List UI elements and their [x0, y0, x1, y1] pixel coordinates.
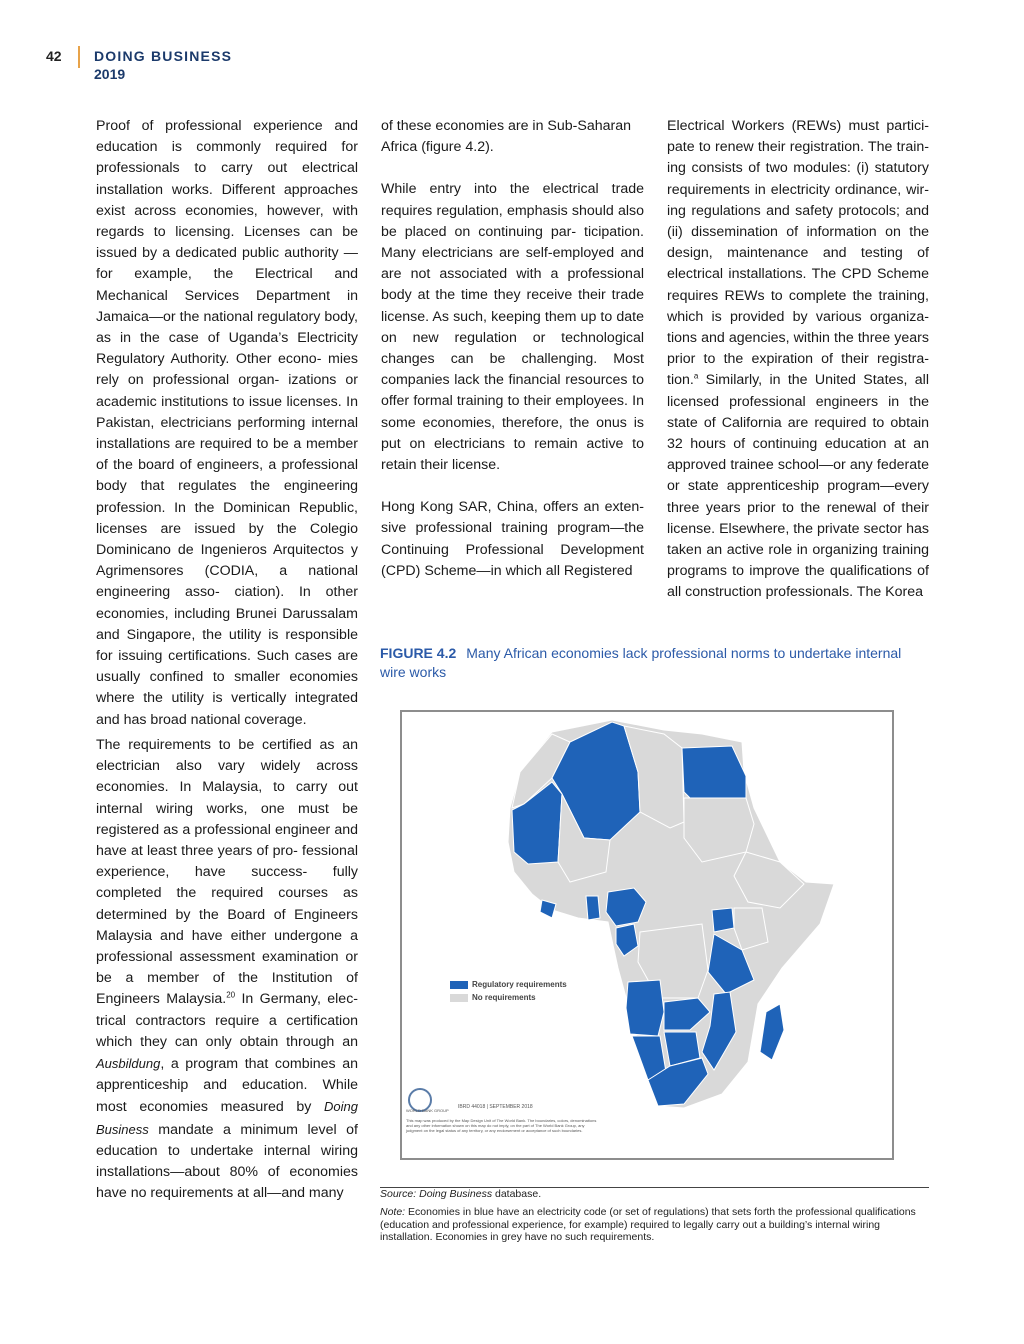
legend-label: No requirements [472, 993, 536, 1002]
paragraph-text: The requirements to be certified as an electrician also vary widely across economies. In Malaysia, to carry out internal wiring works, one must be registered as a professional engineer and have at least three years of pro- fessional experience, have success- fully completed the required courses as determined by the Board of Engineers Malaysia and have either undergone a professional assessment examination or be a member of the Institution of Engineers Malaysia. [96, 736, 358, 1008]
map-org: WORLD BANK GROUP [406, 1108, 449, 1113]
map-legend [450, 978, 567, 1004]
figure-caption [380, 644, 925, 682]
legend-item [450, 991, 567, 1004]
italic-term: Doing Business [96, 1099, 358, 1137]
africa-map [400, 710, 894, 1160]
note-label: Note: [380, 1206, 406, 1218]
paragraph: Proof of professional experience and education is commonly required for professionals to carry out electrical installation works. Different approaches exist across economies, however, with regards to licensing. Licenses can be issued by a dedicated public authority —for example, the Electrical and Mechanical Services Department in Jamaica—or the national regulatory body, as in the case of Uganda’s Electricity Regulatory Authority. Other econo- mies rely on professional organ- izations or academic institutions to issue licenses. In Pakistan, electricians performing internal installations are required to be a member of the board of engineers, a professional body that regulates the engineering profession. In the Dominican Republic, licenses are issued by the Colegio Dominicano de Ingenieros Arquitectos y Agrimensores (CODIA, a national engineering asso- ciation). In other economies, including Brunei Darussalam and Singapore, the utility is responsible for issuing certifications. Such cases are usually confined to smaller economies where the utility is vertically integrated and has broad national coverage. [96, 118, 358, 728]
legend-swatch-blue [450, 981, 468, 989]
paragraph-text: In Germany, elec- trical contractors require a certification which they can only obtain through an [96, 991, 359, 1050]
source-text: database. [492, 1188, 542, 1200]
paragraph-text: mandate a minimum level of education to undertake internal wiring installations—about 80% of economies have no requirements at all—and many [96, 1121, 358, 1202]
paragraph: While entry into the electrical trade requires regulation, emphasis should also be placed on continuing par- ticipation. Many electricians are self-employed and are not associated with a professional body at the time they receive their trade license. As such, keeping them up to date on new regulation or technological changes can be challenging. Most companies lack the financial resources to offer formal training to their employees. In some economies, therefore, the onus is put on electricians to remain active to retain their license. [381, 181, 644, 474]
figure-label: FIGURE 4.2 [380, 645, 457, 661]
figure-title: Many African economies lack professional norms to undertake internal wire works [380, 645, 902, 680]
paragraph-text: , a program that combines an apprenticeship and education. While most economies measured by [96, 1055, 358, 1116]
legend-item [450, 978, 567, 991]
legend-label: Regulatory requirements [472, 980, 567, 989]
figure-source [380, 1188, 541, 1200]
publication-title: DOING BUSINESS [94, 48, 233, 64]
paragraph-text: Similarly, in the United States, all licensed professional engineers in the state of California are required to obtain 32 hours of continuing education at an approved trainee school—or any federate or state apprenticeship program—every three years prior to the renewal of their license. Elsewhere, the private sector has taken an active role in organizing training programs to improve the qualifications of all construction professionals. The Korea [667, 372, 929, 601]
map-disclaimer: This map was produced by the Map Design Unit of The World Bank. The boundaries, colors, denominations and any other information shown on this map do not imply, on the part of The World Bank Group, any judgment on the legal status of any territory, or any endorsement or acceptance of such boundaries. [406, 1118, 597, 1133]
map-footer [404, 1082, 604, 1154]
italic-term: Ausbildung [96, 1055, 161, 1071]
note-text: Economies in blue have an electricity code (or set of regulations) that sets forth the professional qualifications (education and professional experience, for example) required to legally carry out a building’s internal wiring installation. Economies in grey have no such requirements. [380, 1206, 916, 1243]
paragraph [667, 116, 929, 604]
paragraph: Hong Kong SAR, China, offers an exten- sive professional training program—the Continuing Professional Development (CPD) Scheme—in which all Registered [381, 499, 644, 579]
legend-swatch-grey [450, 994, 468, 1002]
paragraph-text: Electrical Workers (REWs) must partici- pate to renew their registration. The train- ing consists of two modules: (i) statutory requirements in electricity ordinance, wir- ing regulations and safety protocols; and (ii) dissemination of information on the design, maintenance and testing of electrical installations. The CPD Scheme requires REWs to complete the training, which is provided by various organiza- tions and agencies, within the three years prior to the expiration of their registra- tion. [667, 118, 929, 389]
country-angola [626, 980, 664, 1036]
country-madagascar [760, 1004, 784, 1060]
footnote-ref: 20 [226, 990, 236, 1000]
country-sudan [684, 798, 754, 862]
text-column-1 [96, 116, 358, 1204]
figure-note [380, 1206, 928, 1244]
text-column-2 [381, 116, 644, 582]
publication-year: 2019 [94, 66, 126, 82]
header-divider [78, 46, 80, 68]
paragraph: of these economies are in Sub-Saharan Africa (figure 4.2). [381, 118, 632, 156]
map-id: IBRD 44018 | SEPTEMBER 2018 [458, 1104, 533, 1110]
source-label: Source: [380, 1188, 417, 1200]
text-column-3 [667, 116, 929, 604]
country-ghana [586, 896, 600, 920]
paragraph [96, 735, 358, 1204]
footnote-ref: a [693, 371, 699, 381]
page-number: 42 [46, 48, 62, 64]
country-uganda [712, 908, 734, 932]
source-italic: Doing Business [419, 1188, 493, 1200]
